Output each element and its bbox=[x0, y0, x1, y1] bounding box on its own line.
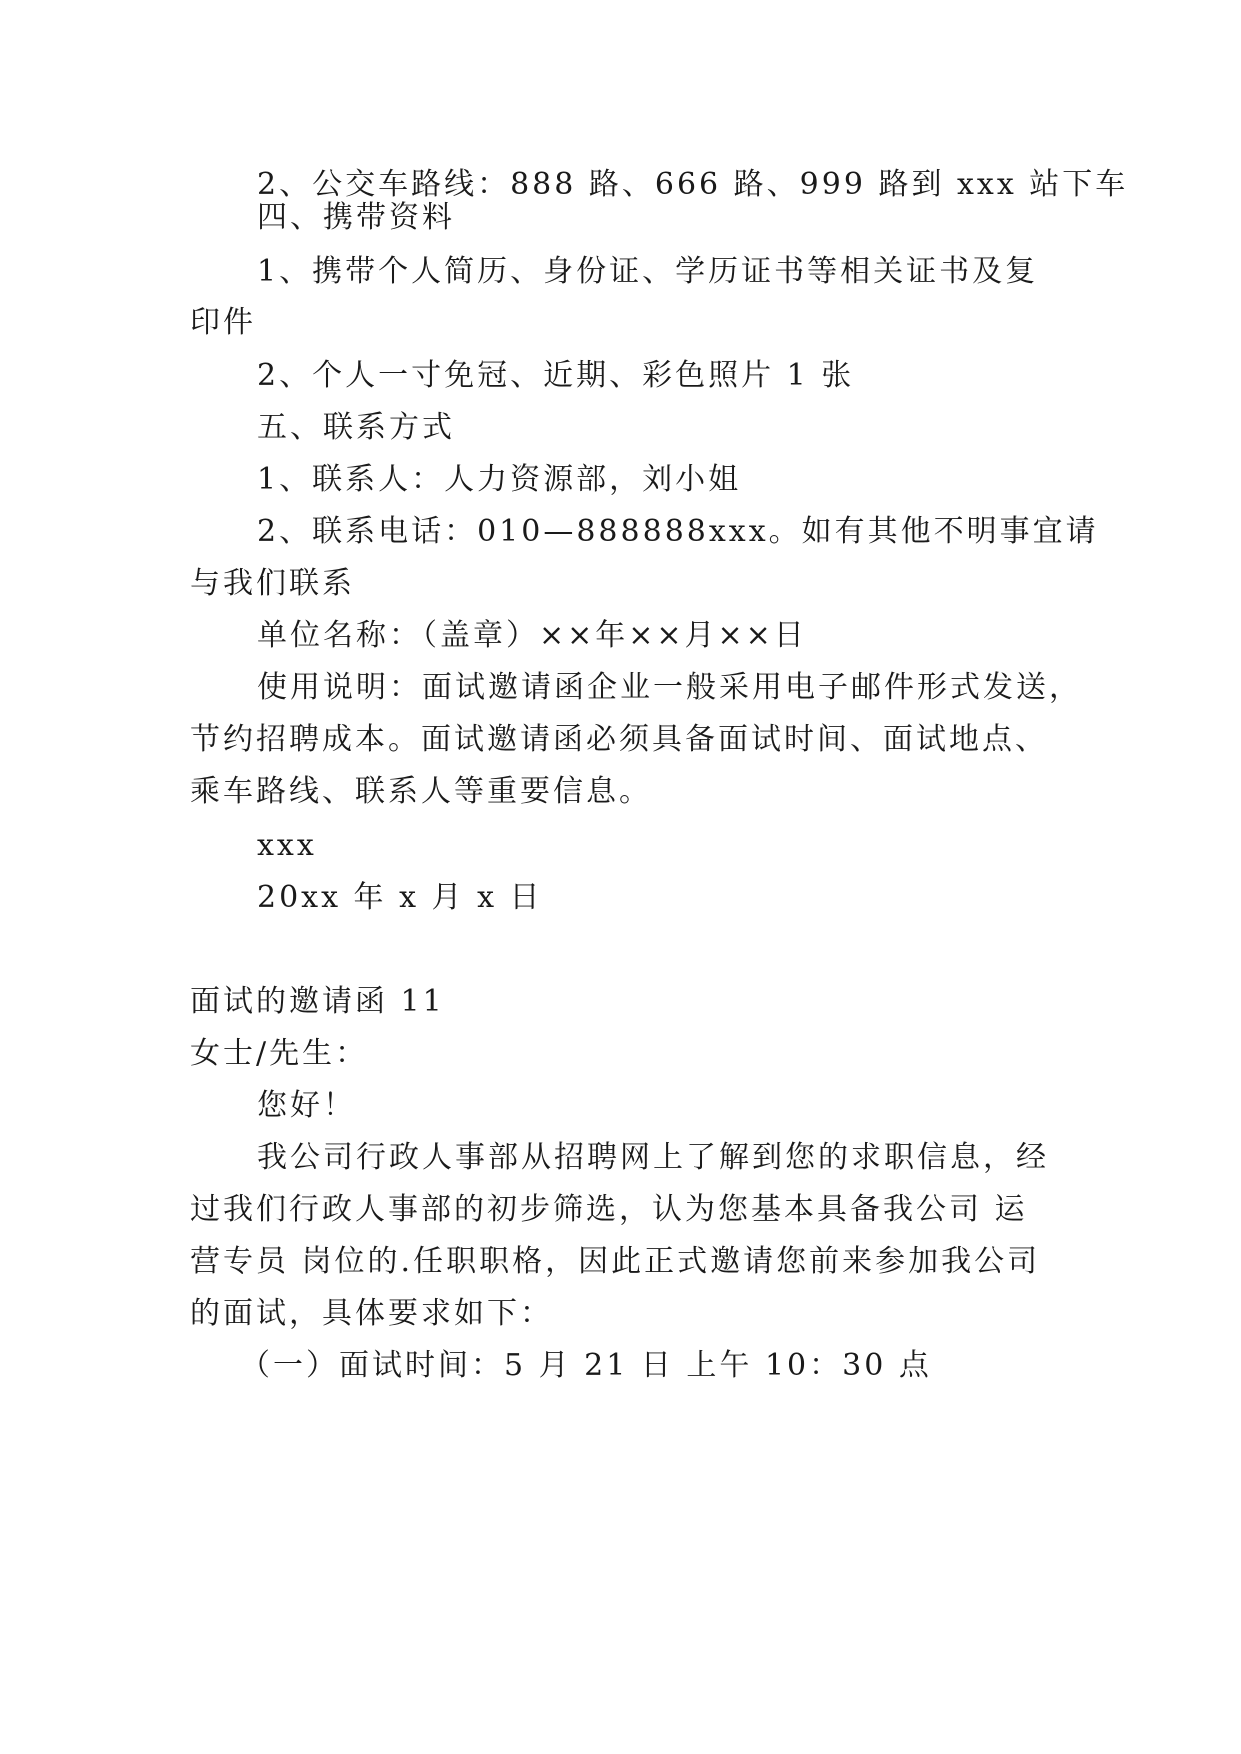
body-paragraph-line-4: 的面试，具体要求如下： bbox=[190, 1296, 553, 1331]
signature-name: xxx bbox=[257, 828, 317, 863]
materials-item-1: 1、携带个人简历、身份证、学历证书等相关证书及复 bbox=[257, 254, 1039, 289]
usage-note-line-3: 乘车路线、联系人等重要信息。 bbox=[190, 774, 652, 809]
contact-phone: 2、联系电话：010—888888xxx。如有其他不明事宜请 bbox=[257, 514, 1099, 549]
materials-item-1-continued: 印件 bbox=[190, 305, 256, 340]
body-paragraph-line-2: 过我们行政人事部的初步筛选，认为您基本具备我公司 运 bbox=[190, 1192, 1028, 1227]
letter-title: 面试的邀请函 11 bbox=[190, 984, 445, 1019]
body-paragraph-line-1: 我公司行政人事部从招聘网上了解到您的求职信息，经 bbox=[257, 1140, 1049, 1175]
greeting: 您好！ bbox=[257, 1088, 356, 1123]
interview-time: （一）面试时间：5 月 21 日 上午 10：30 点 bbox=[240, 1348, 932, 1383]
contact-person: 1、联系人：人力资源部，刘小姐 bbox=[257, 462, 742, 497]
signature-date: 20xx 年 x 月 x 日 bbox=[257, 880, 543, 915]
bus-route-line: 2、公交车路线：888 路、666 路、999 路到 xxx 站下车 bbox=[257, 167, 1129, 202]
section-heading-materials: 四、携带资料 bbox=[257, 200, 455, 235]
section-heading-contact: 五、联系方式 bbox=[257, 410, 455, 445]
company-seal-line: 单位名称：（盖章）××年××月××日 bbox=[257, 618, 807, 653]
usage-note-line-2: 节约招聘成本。面试邀请函必须具备面试时间、面试地点、 bbox=[190, 722, 1048, 757]
usage-note-line-1: 使用说明：面试邀请函企业一般采用电子邮件形式发送， bbox=[257, 670, 1082, 705]
materials-item-2: 2、个人一寸免冠、近期、彩色照片 1 张 bbox=[257, 358, 855, 393]
salutation: 女士/先生： bbox=[190, 1036, 369, 1071]
contact-phone-continued: 与我们联系 bbox=[190, 566, 355, 601]
body-paragraph-line-3: 营专员 岗位的.任职职格，因此正式邀请您前来参加我公司 bbox=[190, 1244, 1041, 1279]
